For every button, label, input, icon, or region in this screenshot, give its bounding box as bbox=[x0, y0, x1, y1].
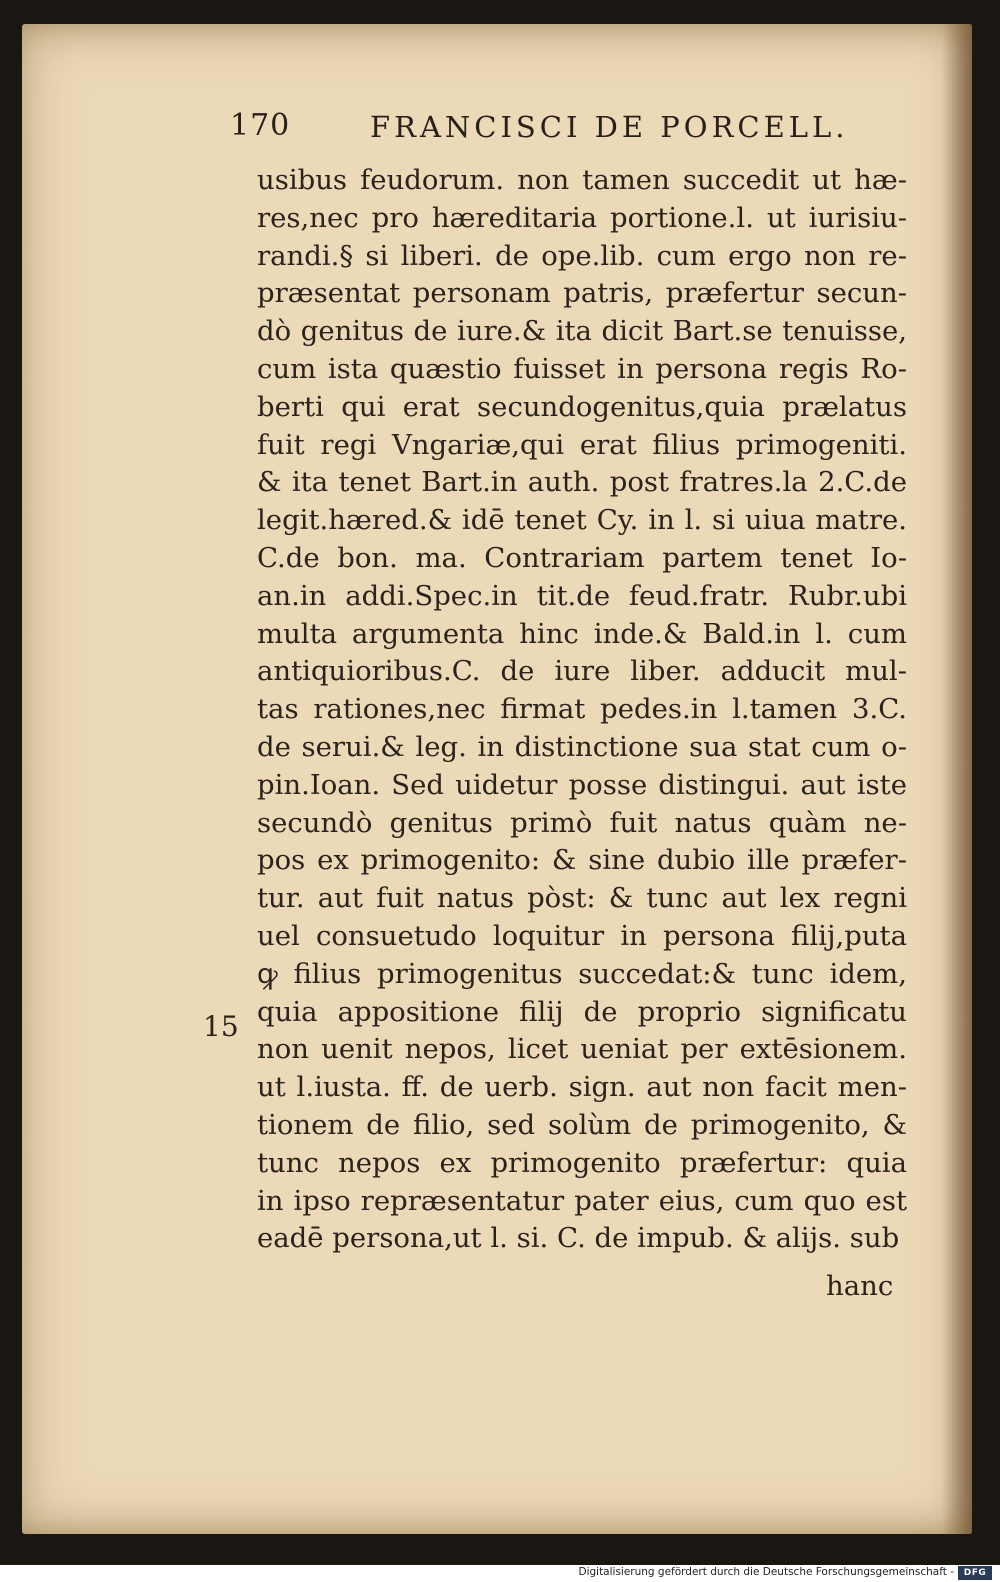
catchword: hanc bbox=[826, 1270, 894, 1302]
text-line: C.de bon. ma. Contrariam partem tenet Io- bbox=[257, 541, 907, 574]
dfg-logo-icon: DFG bbox=[958, 1566, 992, 1580]
text-line: legit.hæred.& idē tenet Cy. in l. si uiua matre. bbox=[257, 504, 907, 537]
text-line: randi.§ si liberi. de ope.lib. cum ergo non re- bbox=[257, 239, 907, 272]
text-line: secundò genitus primò fuit natus quàm ne- bbox=[257, 806, 907, 839]
page-number: 170 bbox=[230, 108, 291, 143]
page-gutter-shadow bbox=[942, 24, 972, 1534]
text-line: tunc nepos ex primogenito præfertur: quia bbox=[257, 1146, 907, 1179]
text-line: antiquioribus.C. de iure liber. adducit mul- bbox=[257, 655, 907, 688]
footer-credit: Digitalisierung gefördert durch die Deutsche Forschungsgemeinschaft - bbox=[578, 1566, 954, 1578]
text-line: eadē persona,ut l. si. C. de impub. & alijs. sub bbox=[257, 1222, 900, 1255]
text-line: cum ista quæstio fuisset in persona regis Ro- bbox=[257, 352, 907, 385]
text-line: an.in addi.Spec.in tit.de feud.fratr. Rubr.ubi bbox=[257, 579, 907, 612]
text-line: tas rationes,nec firmat pedes.in l.tamen 3.C. bbox=[257, 693, 907, 726]
text-line: in ipso repræsentatur pater eius, cum quo est bbox=[257, 1184, 907, 1217]
text-line: de serui.& leg. in distinctione sua stat cum o- bbox=[257, 730, 907, 763]
text-line: berti qui erat secundogenitus,quia prælatus bbox=[257, 390, 907, 423]
text-line: uel consuetudo loquitur in persona filij,puta bbox=[257, 919, 907, 952]
text-line: præsentat personam patris, præfertur secun- bbox=[257, 277, 907, 310]
text-line: res,nec pro hæreditaria portione.l. ut iurisiu- bbox=[257, 201, 907, 234]
margin-number: 15 bbox=[203, 1010, 239, 1043]
body-text bbox=[257, 162, 907, 1258]
text-line: ꝙ filius primogenitus succedat:& tunc idem, bbox=[257, 957, 907, 990]
text-line: quia appositione filij de proprio significatu bbox=[257, 995, 907, 1028]
text-line: & ita tenet Bart.in auth. post fratres.la 2.C.de bbox=[257, 466, 907, 499]
text-line: pin.Ioan. Sed uidetur posse distingui. aut iste bbox=[257, 768, 907, 801]
text-line: ut l.iusta. ff. de uerb. sign. aut non facit men- bbox=[257, 1071, 907, 1104]
text-line: usibus feudorum. non tamen succedit ut hæ- bbox=[257, 164, 907, 196]
text-line: multa argumenta hinc inde.& Bald.in l. cum bbox=[257, 617, 907, 650]
text-line: dò genitus de iure.& ita dicit Bart.se tenuisse, bbox=[257, 315, 907, 348]
text-line: non uenit nepos, licet ueniat per extēsionem. bbox=[257, 1033, 907, 1066]
page-header bbox=[230, 108, 880, 148]
text-line: pos ex primogenito: & sine dubio ille præfer- bbox=[257, 844, 907, 877]
text-line: tionem de filio, sed solùm de primogenito, & bbox=[257, 1108, 907, 1141]
text-line: fuit regi Vngariæ,qui erat filius primogeniti. bbox=[257, 428, 907, 461]
running-head: FRANCISCI DE PORCELL. bbox=[370, 110, 849, 144]
text-line: tur. aut fuit natus pòst: & tunc aut lex regni bbox=[257, 882, 907, 915]
